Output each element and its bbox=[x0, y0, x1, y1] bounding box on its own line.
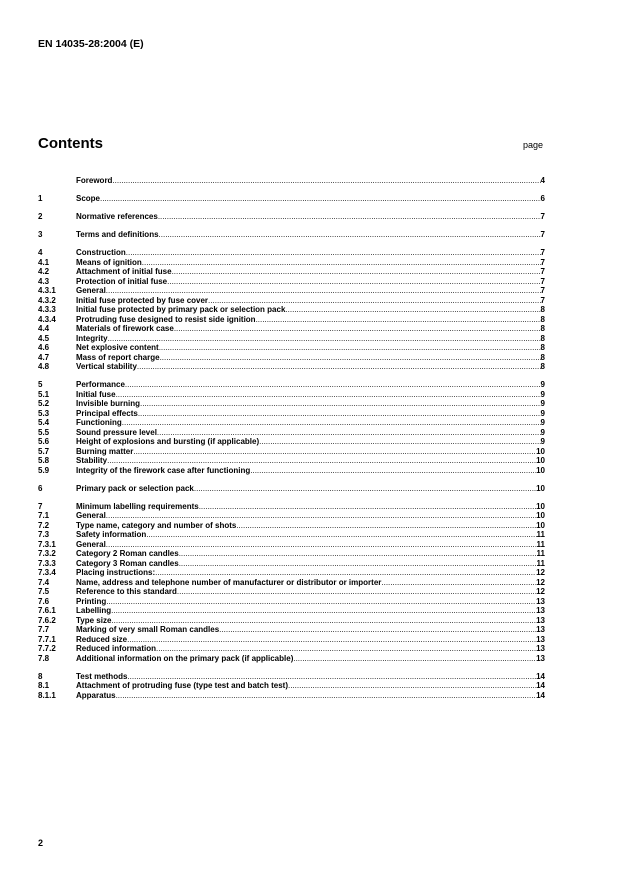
table-of-contents bbox=[38, 176, 545, 700]
toc-entry-title: Materials of firework case bbox=[76, 324, 174, 333]
toc-entry-number: 4.5 bbox=[38, 333, 50, 343]
toc-entry-number: 5.5 bbox=[38, 427, 50, 437]
toc-entry-number: 7.3.2 bbox=[38, 549, 56, 558]
toc-entry-number: 5 bbox=[38, 380, 43, 389]
page-column-label: page bbox=[523, 140, 544, 150]
toc-leader-dots bbox=[199, 502, 536, 512]
toc-entry-page: 8 bbox=[540, 305, 545, 314]
toc-entry-page: 13 bbox=[536, 653, 545, 663]
toc-entry-number: 7.4 bbox=[38, 577, 50, 587]
toc-entry-page: 9 bbox=[540, 389, 545, 399]
toc-leader-dots bbox=[146, 530, 536, 540]
toc-entry[interactable] bbox=[38, 644, 545, 654]
toc-entry[interactable] bbox=[38, 540, 545, 550]
toc-entry-page: 10 bbox=[536, 446, 545, 456]
toc-entry[interactable] bbox=[38, 258, 545, 268]
toc-entry[interactable] bbox=[38, 484, 545, 494]
toc-entry-title: Type size bbox=[76, 615, 112, 625]
toc-entry-title: Height of explosions and bursting (if applicable) bbox=[76, 437, 260, 446]
toc-entry-number: 7.3.1 bbox=[38, 539, 56, 549]
toc-leader-dots bbox=[177, 587, 536, 597]
toc-leader-dots bbox=[285, 305, 540, 315]
toc-entry-page: 7 bbox=[540, 267, 545, 276]
toc-entry-title: Vertical stability bbox=[76, 362, 137, 371]
toc-entry[interactable] bbox=[38, 502, 545, 512]
toc-entry-title: Test methods bbox=[76, 671, 128, 681]
toc-entry[interactable] bbox=[38, 447, 545, 457]
toc-entry[interactable] bbox=[38, 194, 545, 204]
toc-entry-page: 10 bbox=[536, 483, 545, 493]
toc-leader-dots bbox=[159, 230, 541, 240]
toc-leader-dots bbox=[127, 635, 536, 645]
toc-entry[interactable] bbox=[38, 578, 545, 588]
toc-leader-dots bbox=[116, 691, 537, 701]
toc-entry-title: Protection of initial fuse bbox=[76, 276, 168, 286]
toc-entry-page: 7 bbox=[540, 295, 545, 305]
toc-entry[interactable] bbox=[38, 549, 545, 559]
toc-entry-page: 4 bbox=[540, 176, 545, 185]
toc-entry-number: 7.7.2 bbox=[38, 644, 56, 653]
toc-entry-page: 13 bbox=[536, 625, 545, 634]
toc-entry[interactable] bbox=[38, 511, 545, 521]
toc-leader-dots bbox=[156, 644, 536, 654]
toc-entry-page: 13 bbox=[536, 615, 545, 625]
toc-entry-title: Reduced information bbox=[76, 644, 157, 653]
toc-entry[interactable] bbox=[38, 286, 545, 296]
toc-entry-title: Additional information on the primary pack (if applicable) bbox=[76, 653, 294, 663]
toc-entry[interactable] bbox=[38, 362, 545, 372]
toc-entry-title: General bbox=[76, 286, 106, 295]
toc-entry-title: Category 3 Roman candles bbox=[76, 558, 179, 568]
toc-entry-number: 4.3 bbox=[38, 276, 50, 286]
toc-entry-title: General bbox=[76, 511, 106, 520]
toc-entry-number: 6 bbox=[38, 483, 43, 493]
toc-entry-title: Invisible burning bbox=[76, 399, 141, 408]
toc-entry-title: Printing bbox=[76, 596, 107, 606]
toc-entry-title: Integrity of the firework case after functioning bbox=[76, 465, 251, 475]
toc-entry-title: Terms and definitions bbox=[76, 230, 159, 239]
toc-entry[interactable] bbox=[38, 212, 545, 222]
toc-entry-page: 7 bbox=[540, 286, 545, 295]
toc-entry-title: Construction bbox=[76, 248, 126, 257]
toc-leader-dots bbox=[106, 540, 537, 550]
toc-entry[interactable] bbox=[38, 296, 545, 306]
toc-entry-page: 7 bbox=[540, 212, 545, 221]
toc-entry-number: 8.1.1 bbox=[38, 690, 56, 700]
document-header: EN 14035-28:2004 (E) bbox=[38, 38, 144, 50]
toc-entry-page: 6 bbox=[540, 194, 545, 203]
toc-leader-dots bbox=[172, 267, 541, 277]
toc-leader-dots bbox=[106, 511, 536, 521]
toc-entry-number: 7.6 bbox=[38, 596, 50, 606]
toc-entry-title: Scope bbox=[76, 194, 101, 203]
toc-entry-number: 2 bbox=[38, 212, 43, 221]
toc-entry-title: Normative references bbox=[76, 212, 158, 221]
toc-leader-dots bbox=[236, 521, 536, 531]
toc-entry-page: 9 bbox=[540, 427, 545, 437]
toc-entry[interactable] bbox=[38, 606, 545, 616]
toc-entry-page: 14 bbox=[536, 690, 545, 700]
toc-leader-dots bbox=[133, 447, 536, 457]
toc-entry-title: Net explosive content bbox=[76, 343, 159, 352]
toc-leader-dots bbox=[174, 324, 541, 334]
toc-entry-number: 1 bbox=[38, 194, 43, 203]
toc-entry-page: 8 bbox=[540, 352, 545, 362]
toc-leader-dots bbox=[111, 606, 536, 616]
toc-entry-page: 9 bbox=[540, 408, 545, 418]
toc-entry-number: 4.3.3 bbox=[38, 305, 56, 314]
toc-entry-page: 8 bbox=[540, 333, 545, 343]
toc-entry-number: 4.6 bbox=[38, 343, 50, 352]
toc-leader-dots bbox=[122, 418, 541, 428]
toc-entry[interactable] bbox=[38, 353, 545, 363]
toc-leader-dots bbox=[158, 212, 541, 222]
toc-leader-dots bbox=[256, 315, 541, 325]
toc-entry-page: 7 bbox=[540, 276, 545, 286]
toc-leader-dots bbox=[116, 390, 541, 400]
toc-entry[interactable] bbox=[38, 530, 545, 540]
toc-entry-title: Reference to this standard bbox=[76, 587, 177, 596]
toc-entry-page: 9 bbox=[540, 437, 545, 446]
toc-entry-number: 4.2 bbox=[38, 267, 50, 276]
toc-entry-number: 7.3.4 bbox=[38, 568, 56, 577]
toc-entry-page: 8 bbox=[540, 324, 545, 333]
toc-entry[interactable] bbox=[38, 390, 545, 400]
toc-entry-number: 5.1 bbox=[38, 389, 50, 399]
toc-entry-number: 4.3.4 bbox=[38, 314, 56, 324]
toc-entry-title: Primary pack or selection pack bbox=[76, 483, 194, 493]
toc-entry-title: Minimum labelling requirements bbox=[76, 501, 199, 511]
toc-entry-page: 13 bbox=[536, 634, 545, 644]
toc-entry[interactable] bbox=[38, 587, 545, 597]
toc-entry[interactable] bbox=[38, 380, 545, 390]
toc-entry-title: Safety information bbox=[76, 530, 147, 539]
toc-entry-title: Placing instructions: bbox=[76, 568, 156, 577]
toc-leader-dots bbox=[208, 296, 541, 306]
toc-entry-page: 10 bbox=[536, 456, 545, 465]
toc-entry-page: 12 bbox=[536, 577, 545, 587]
toc-entry[interactable] bbox=[38, 437, 545, 447]
toc-leader-dots bbox=[157, 428, 541, 438]
toc-entry-page: 8 bbox=[540, 343, 545, 352]
toc-entry-title: Functioning bbox=[76, 418, 122, 427]
toc-entry-number: 5.4 bbox=[38, 418, 50, 427]
toc-entry-page: 10 bbox=[536, 501, 545, 511]
toc-leader-dots bbox=[167, 277, 540, 287]
contents-title: Contents bbox=[38, 135, 103, 152]
toc-entry-title: Attachment of protruding fuse (type test and batch test) bbox=[76, 681, 289, 690]
toc-entry-number: 7.6.1 bbox=[38, 606, 56, 615]
toc-leader-dots bbox=[111, 616, 536, 626]
toc-entry-number: 5.3 bbox=[38, 408, 50, 418]
toc-leader-dots bbox=[107, 456, 536, 466]
toc-entry-title: Attachment of initial fuse bbox=[76, 267, 172, 276]
toc-leader-dots bbox=[179, 549, 537, 559]
toc-entry[interactable] bbox=[38, 267, 545, 277]
toc-entry-number: 5.7 bbox=[38, 446, 50, 456]
toc-entry[interactable] bbox=[38, 248, 545, 258]
toc-entry-page: 10 bbox=[536, 465, 545, 475]
toc-entry[interactable] bbox=[38, 466, 545, 476]
toc-entry[interactable] bbox=[38, 305, 545, 315]
toc-entry-page: 14 bbox=[536, 671, 545, 681]
toc-entry-title: Name, address and telephone number of manufacturer or distributor or importer bbox=[76, 577, 382, 587]
toc-entry[interactable] bbox=[38, 597, 545, 607]
toc-entry-page: 9 bbox=[540, 399, 545, 408]
toc-entry-number: 4.3.2 bbox=[38, 295, 56, 305]
toc-entry-page: 14 bbox=[536, 681, 545, 690]
toc-entry-title: Mass of report charge bbox=[76, 352, 160, 362]
toc-entry-number: 8.1 bbox=[38, 681, 50, 690]
toc-entry-number: 7.2 bbox=[38, 520, 50, 530]
toc-entry-number: 7.5 bbox=[38, 587, 50, 596]
toc-entry-number: 5.6 bbox=[38, 437, 50, 446]
toc-entry[interactable] bbox=[38, 681, 545, 691]
toc-entry-title: General bbox=[76, 539, 106, 549]
toc-leader-dots bbox=[159, 343, 541, 353]
toc-entry[interactable] bbox=[38, 399, 545, 409]
toc-entry[interactable] bbox=[38, 324, 545, 334]
toc-entry[interactable] bbox=[38, 521, 545, 531]
toc-entry-number: 3 bbox=[38, 230, 43, 239]
toc-entry-title: Labelling bbox=[76, 606, 112, 615]
toc-entry-page: 11 bbox=[536, 539, 545, 549]
toc-entry-number: 4.7 bbox=[38, 352, 50, 362]
toc-entry-number: 5.9 bbox=[38, 465, 50, 475]
toc-entry[interactable] bbox=[38, 559, 545, 569]
toc-entry-number: 7.1 bbox=[38, 511, 50, 520]
toc-entry-page: 12 bbox=[536, 568, 545, 577]
toc-entry-title: Initial fuse protected by fuse cover bbox=[76, 295, 209, 305]
toc-entry-number: 4.4 bbox=[38, 324, 50, 333]
toc-entry-page: 13 bbox=[536, 596, 545, 606]
toc-entry[interactable] bbox=[38, 654, 545, 664]
toc-leader-dots bbox=[381, 578, 536, 588]
toc-entry-page: 11 bbox=[536, 558, 545, 568]
toc-leader-dots bbox=[219, 625, 536, 635]
toc-entry-title: Apparatus bbox=[76, 690, 116, 700]
toc-leader-dots bbox=[259, 437, 540, 447]
toc-entry-title: Type name, category and number of shots bbox=[76, 520, 237, 530]
toc-entry-page: 7 bbox=[540, 257, 545, 267]
toc-leader-dots bbox=[179, 559, 537, 569]
toc-entry[interactable] bbox=[38, 691, 545, 701]
toc-entry[interactable] bbox=[38, 176, 545, 186]
toc-entry-page: 11 bbox=[536, 530, 545, 539]
toc-leader-dots bbox=[140, 399, 541, 409]
toc-entry-number: 4.8 bbox=[38, 362, 50, 371]
toc-entry[interactable] bbox=[38, 230, 545, 240]
toc-entry[interactable] bbox=[38, 277, 545, 287]
toc-entry-page: 11 bbox=[536, 549, 545, 558]
toc-entry[interactable] bbox=[38, 616, 545, 626]
toc-leader-dots bbox=[194, 484, 536, 494]
toc-entry-page: 9 bbox=[540, 418, 545, 427]
toc-entry[interactable] bbox=[38, 334, 545, 344]
toc-entry-title: Burning matter bbox=[76, 446, 134, 456]
toc-leader-dots bbox=[100, 194, 541, 204]
toc-entry[interactable] bbox=[38, 625, 545, 635]
toc-entry-page: 8 bbox=[540, 362, 545, 371]
toc-leader-dots bbox=[250, 466, 536, 476]
toc-entry[interactable] bbox=[38, 428, 545, 438]
toc-leader-dots bbox=[127, 672, 536, 682]
toc-entry-title: Protruding fuse designed to resist side ignition bbox=[76, 314, 256, 324]
toc-entry-page: 7 bbox=[540, 248, 545, 257]
toc-entry-number: 7 bbox=[38, 501, 43, 511]
toc-entry-number: 7.8 bbox=[38, 653, 50, 663]
toc-entry-number: 7.7.1 bbox=[38, 634, 56, 644]
toc-entry[interactable] bbox=[38, 568, 545, 578]
toc-entry[interactable] bbox=[38, 672, 545, 682]
toc-leader-dots bbox=[138, 409, 541, 419]
toc-entry-page: 10 bbox=[536, 511, 545, 520]
toc-entry-number: 4.1 bbox=[38, 257, 50, 267]
toc-entry[interactable] bbox=[38, 315, 545, 325]
toc-entry-number: 5.2 bbox=[38, 399, 50, 408]
toc-entry-number: 4 bbox=[38, 248, 43, 257]
toc-leader-dots bbox=[106, 597, 536, 607]
toc-leader-dots bbox=[108, 334, 541, 344]
toc-entry-page: 13 bbox=[536, 606, 545, 615]
toc-entry-number: 8 bbox=[38, 671, 43, 681]
toc-entry[interactable] bbox=[38, 409, 545, 419]
toc-entry-title: Performance bbox=[76, 380, 125, 389]
toc-leader-dots bbox=[293, 654, 536, 664]
toc-entry-number: 7.3.3 bbox=[38, 558, 56, 568]
toc-entry-title: Means of ignition bbox=[76, 257, 142, 267]
toc-entry-page: 13 bbox=[536, 644, 545, 653]
toc-leader-dots bbox=[126, 248, 541, 258]
toc-entry-number: 7.7 bbox=[38, 625, 50, 634]
toc-entry[interactable] bbox=[38, 343, 545, 353]
toc-entry-page: 12 bbox=[536, 587, 545, 596]
toc-entry[interactable] bbox=[38, 456, 545, 466]
toc-entry-title: Principal effects bbox=[76, 408, 138, 418]
toc-entry-title: Category 2 Roman candles bbox=[76, 549, 179, 558]
toc-entry-page: 10 bbox=[536, 520, 545, 530]
toc-leader-dots bbox=[137, 362, 541, 372]
toc-entry-number: 7.6.2 bbox=[38, 615, 56, 625]
toc-entry-title: Integrity bbox=[76, 333, 108, 343]
toc-leader-dots bbox=[125, 380, 541, 390]
toc-entry-number: 7.3 bbox=[38, 530, 50, 539]
page-number: 2 bbox=[38, 838, 44, 848]
toc-leader-dots bbox=[142, 258, 541, 268]
toc-leader-dots bbox=[155, 568, 536, 578]
toc-leader-dots bbox=[288, 681, 536, 691]
toc-entry-number: 5.8 bbox=[38, 456, 50, 465]
toc-leader-dots bbox=[160, 353, 541, 363]
toc-entry-title: Reduced size bbox=[76, 634, 128, 644]
toc-entry-title: Stability bbox=[76, 456, 108, 465]
toc-entry-title: Marking of very small Roman candles bbox=[76, 625, 220, 634]
toc-entry-page: 7 bbox=[540, 230, 545, 239]
toc-entry-title: Sound pressure level bbox=[76, 427, 157, 437]
toc-entry-number: 4.3.1 bbox=[38, 286, 56, 295]
toc-entry-title: Foreword bbox=[76, 176, 113, 185]
toc-leader-dots bbox=[106, 286, 541, 296]
toc-leader-dots bbox=[112, 176, 540, 186]
toc-entry[interactable] bbox=[38, 418, 545, 428]
toc-entry-title: Initial fuse bbox=[76, 389, 116, 399]
toc-entry-title: Initial fuse protected by primary pack or selection pack bbox=[76, 305, 286, 314]
toc-entry-page: 8 bbox=[540, 314, 545, 324]
toc-entry[interactable] bbox=[38, 635, 545, 645]
toc-entry-page: 9 bbox=[540, 380, 545, 389]
